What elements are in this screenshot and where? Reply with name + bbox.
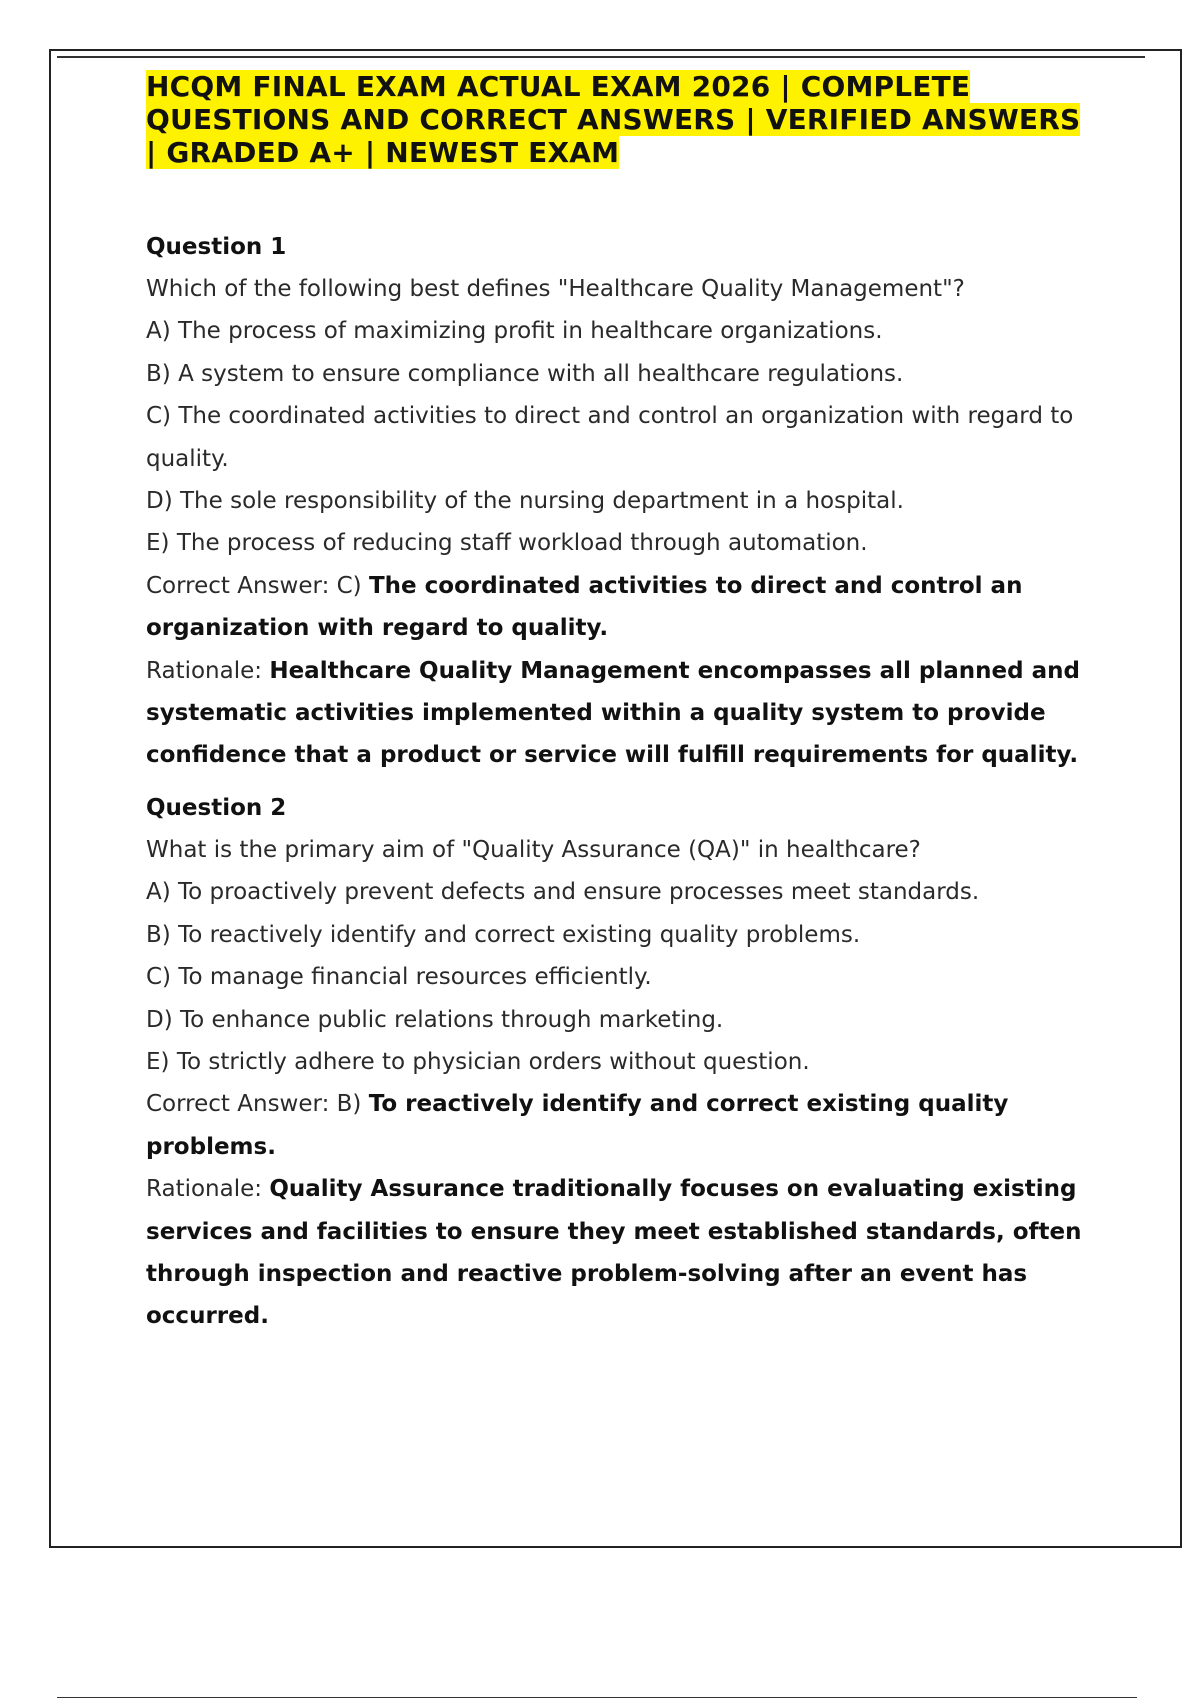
- answer-option-a: A) To proactively prevent defects and ensure processes meet standards.: [146, 879, 980, 906]
- correct-answer: [146, 565, 1091, 650]
- footer-rule: [57, 1697, 1137, 1698]
- answer-option-e: E) The process of reducing staff workload through automation.: [146, 530, 868, 557]
- rationale-label: Rationale:: [146, 657, 270, 684]
- rationale: [146, 1168, 1091, 1338]
- answer-option-c: C) To manage financial resources efficiently.: [146, 964, 652, 991]
- document-title: [146, 70, 1091, 169]
- correct-answer-label: Correct Answer: C): [146, 572, 369, 599]
- answer-option-d: D) To enhance public relations through marketing.: [146, 1006, 724, 1033]
- answer-option-a: A) The process of maximizing profit in healthcare organizations.: [146, 318, 883, 345]
- rationale: [146, 650, 1091, 777]
- question-block-2: [146, 787, 1091, 1338]
- answer-option-b: B) A system to ensure compliance with all healthcare regulations.: [146, 360, 904, 387]
- rationale-text: Quality Assurance traditionally focuses on evaluating existing services and facilities to ensure they meet established standards, often through inspection and reactive problem-solving after an event has occurred.: [146, 1176, 1082, 1330]
- question-prompt: What is the primary aim of "Quality Assurance (QA)" in healthcare?: [146, 836, 921, 863]
- question-heading: Question 2: [146, 794, 287, 821]
- correct-answer-text: The coordinated activities to direct and control an organization with regard to quality.: [146, 572, 1023, 642]
- answer-option-d: D) The sole responsibility of the nursing department in a hospital.: [146, 488, 904, 515]
- rationale-text: Healthcare Quality Management encompasses all planned and systematic activities implemented within a quality system to provide confidence that a product or service will fulfill requirements for quality.: [146, 657, 1080, 769]
- correct-answer-label: Correct Answer: B): [146, 1091, 369, 1118]
- question-block-1: [146, 226, 1091, 777]
- answer-option-c: C) The coordinated activities to direct and control an organization with regard to quality.: [146, 403, 1074, 472]
- correct-answer: [146, 1083, 1091, 1168]
- document-body: [146, 70, 1091, 1338]
- question-heading: Question 1: [146, 234, 287, 260]
- question-prompt: Which of the following best defines "Healthcare Quality Management"?: [146, 276, 965, 302]
- correct-answer-text: To reactively identify and correct existing quality problems.: [146, 1091, 1009, 1160]
- title-highlight: HCQM FINAL EXAM ACTUAL EXAM 2026 | COMPLETE QUESTIONS AND CORRECT ANSWERS | VERIFIED ANSWERS | GRADED A+ | NEWEST EXAM: [146, 70, 1081, 169]
- rationale-label: Rationale:: [146, 1176, 270, 1203]
- answer-option-b: B) To reactively identify and correct existing quality problems.: [146, 921, 861, 948]
- answer-option-e: E) To strictly adhere to physician orders without question.: [146, 1048, 810, 1075]
- header-rule: [57, 56, 1145, 58]
